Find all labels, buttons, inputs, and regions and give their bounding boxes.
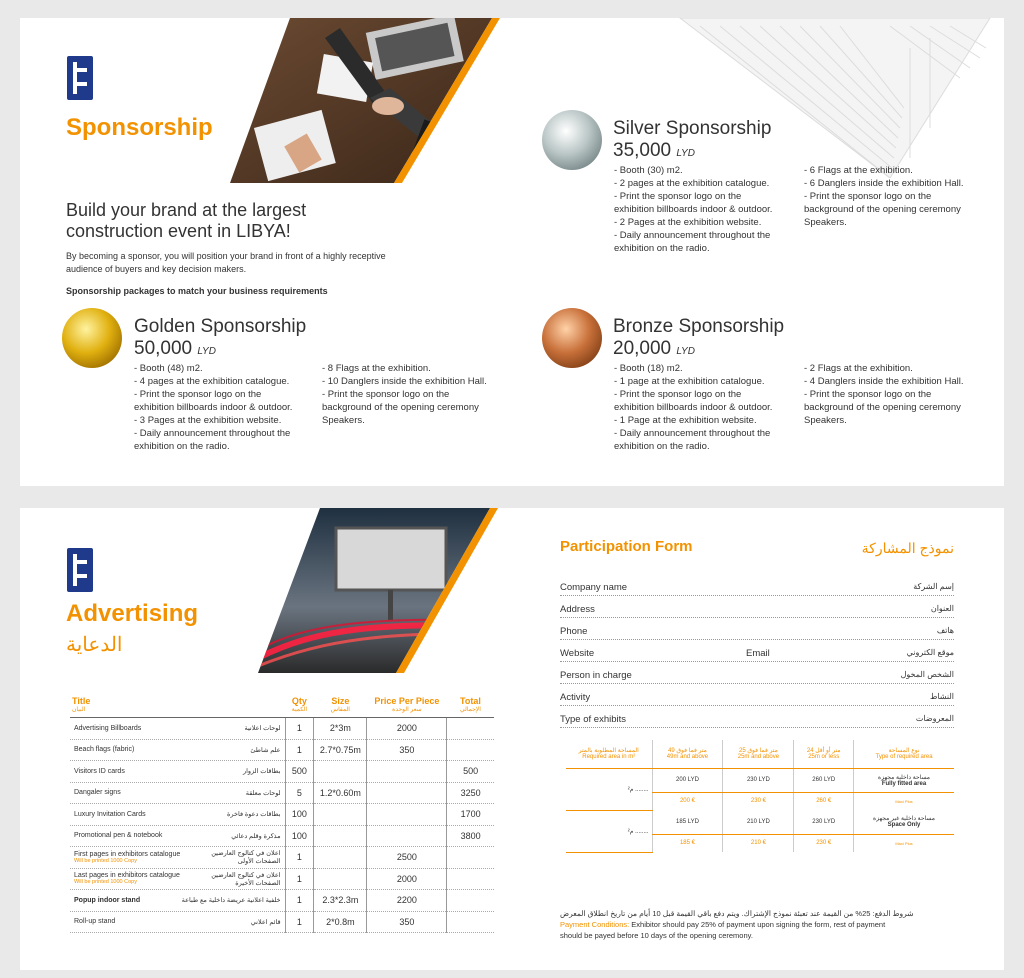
col-qty: [285, 694, 314, 718]
fitted-price-24: 260 LYD: [794, 768, 854, 792]
payment-conditions-ar: شروط الدفع: 25% من القيمة عند تعبئة نموذج الإشتراك. ويتم دفع باقي القيمة قبل 10 أيام من تاريخ انطلاق المعرض: [560, 909, 914, 918]
website-field[interactable]: [560, 646, 954, 662]
silver-benefits-col2: [804, 164, 994, 229]
space-price-25: 210 LYD: [723, 810, 794, 834]
table-row: [70, 847, 494, 869]
field-label-ar: العنوان: [930, 604, 954, 613]
row-title-en: [74, 872, 180, 885]
price-header-en: 25m or less: [808, 754, 840, 761]
benefit-item: - Daily announcement throughout the exhibition on the radio.: [134, 428, 291, 452]
row-title-en: Popup indoor stand: [74, 896, 141, 904]
benefit-item: - Print the sponsor logo on the exhibition billboards indoor & outdoor.: [614, 191, 773, 215]
row-qty: 1: [285, 868, 314, 890]
benefit-item: - 3 Pages at the exhibition website.: [134, 415, 282, 426]
row-qty: 100: [285, 804, 314, 826]
row-price: 2000: [367, 868, 447, 890]
table-row: [70, 804, 494, 826]
sponsorship-headline: [66, 200, 306, 242]
golden-price: [134, 338, 216, 360]
row-price: [367, 804, 447, 826]
col-price-label: Price Per Piece: [374, 696, 440, 706]
type-ar: مساحة داخلية غير مجهزة: [873, 816, 935, 823]
space-lyd-row: [566, 810, 954, 834]
row-price: [367, 825, 447, 847]
bronze-currency: LYD: [676, 346, 695, 357]
row-subnote: Will be printed 1000 Copy: [74, 857, 137, 864]
row-title-ar: بطاقات الزوار: [242, 768, 281, 776]
col-size: [314, 694, 367, 718]
sponsorship-page: [20, 18, 1004, 486]
row-total: [447, 739, 494, 761]
golden-price-value: 50,000: [134, 338, 193, 359]
form-title: Participation Form: [560, 538, 693, 555]
space-type: [854, 810, 954, 834]
row-title-en: Advertising Billboards: [74, 724, 142, 732]
intro-line-1: By becoming a sponsor, you will position your brand in front of a highly receptive: [66, 251, 386, 261]
col-total-ar: الإجمالي: [459, 707, 481, 713]
row-qty: 1: [285, 718, 314, 740]
benefit-item: - 8 Flags at the exhibition.: [322, 363, 431, 374]
booth-price-table: [566, 740, 954, 853]
price-header-ar: 49 متر فما فوق: [668, 748, 707, 755]
price-header-49: [652, 740, 723, 768]
benefit-item: - 6 Danglers inside the exhibition Hall.: [804, 178, 964, 189]
payment-conditions-line1: Exhibitor should pay 25% of payment upon signing the form, rest of payment: [629, 920, 886, 929]
price-header-en: Type of required area: [875, 754, 933, 761]
table-row: [70, 825, 494, 847]
advertising-title-ar: الدعاية: [66, 634, 123, 656]
row-title-ar: علم شاطئ: [250, 746, 281, 754]
price-header-ar: 25 متر فما فوق: [739, 748, 778, 755]
row-total: 3250: [447, 782, 494, 804]
benefit-item: - 6 Flags at the exhibition.: [804, 165, 913, 176]
brand-logo: [67, 56, 93, 100]
space-price-24: 230 LYD: [794, 810, 854, 834]
row-qty: 1: [285, 847, 314, 869]
intro-line-2: audience of buyers and key decision makers.: [66, 264, 247, 274]
silver-currency: LYD: [676, 148, 695, 159]
field-label-ar: المعروضات: [915, 714, 954, 723]
space-eur-25: 210 €: [723, 834, 794, 852]
m2-unit: م²: [627, 786, 634, 793]
fitted-price-49: 200 LYD: [652, 768, 723, 792]
row-total: [447, 868, 494, 890]
fitted-type: [854, 768, 954, 792]
bronze-medal-icon: [542, 308, 602, 368]
benefit-item: - 2 Flags at the exhibition.: [804, 363, 913, 374]
fitted-price-25: 230 LYD: [723, 768, 794, 792]
price-header-row: [566, 740, 954, 768]
sponsorship-intro: [66, 250, 386, 276]
row-title-ar: خلفية اعلانية عريضة داخلية مع طباعة: [181, 897, 281, 905]
benefit-item: - Daily announcement throughout the exhibition on the radio.: [614, 230, 771, 254]
row-title-ar: بطاقات دعوة فاخرة: [226, 811, 281, 819]
advertising-page: [20, 508, 1004, 970]
space-eur-24: 230 €: [794, 834, 854, 852]
silver-benefits-col1: [614, 164, 804, 255]
row-title-en: Roll-up stand: [74, 918, 116, 926]
price-header-ar: نوع المساحة: [888, 748, 920, 755]
bronze-benefits-col1: [614, 362, 804, 453]
row-total: 3800: [447, 825, 494, 847]
row-qty: 500: [285, 761, 314, 783]
golden-currency: LYD: [197, 346, 216, 357]
payment-conditions: [560, 908, 960, 941]
headline-line-1: Build your brand at the largest: [66, 200, 307, 220]
row-title: [70, 890, 285, 912]
table-row: [70, 739, 494, 761]
table-row: [70, 911, 494, 933]
row-title: [70, 739, 285, 761]
space-price-49: 185 LYD: [652, 810, 723, 834]
row-title-text: First pages in exhibitors catalogue: [74, 850, 181, 858]
col-qty-label: Qty: [291, 696, 307, 706]
field-label: Type of exhibits: [560, 714, 627, 725]
row-qty: 5: [285, 782, 314, 804]
benefit-item: - Print the sponsor logo on the exhibition billboards indoor & outdoor.: [614, 389, 773, 413]
col-total-label: Total: [460, 696, 481, 706]
benefit-item: - Booth (18) m2.: [614, 363, 683, 374]
row-title: [70, 718, 285, 740]
table-row: [70, 718, 494, 740]
payment-conditions-label: Payment Conditions:: [560, 920, 630, 929]
price-header-ar: المساحة المطلوبة بالمتر: [578, 748, 639, 755]
bronze-price-value: 20,000: [613, 338, 672, 359]
table-row: [70, 868, 494, 890]
field-label: Company name: [560, 582, 628, 593]
row-title-en: Dangaler signs: [74, 789, 121, 797]
row-total: [447, 911, 494, 933]
benefit-item: - Booth (48) m2.: [134, 363, 203, 374]
row-title: [70, 804, 285, 826]
row-title-ar: اعلان في كتالوج العارضين الصفحات الأخيرة: [211, 871, 281, 887]
benefit-item: - Print the sponsor logo on the exhibition billboards indoor & outdoor.: [134, 389, 293, 413]
price-header-area: [566, 740, 652, 768]
golden-benefits-col1: [134, 362, 324, 453]
benefit-item: - Print the sponsor logo on the background of the opening ceremony Speakers.: [804, 191, 961, 228]
price-header-24: [794, 740, 854, 768]
row-qty: 1: [285, 739, 314, 761]
silver-price-value: 35,000: [613, 140, 672, 161]
email-field-label: Email: [746, 648, 770, 659]
company-name-field[interactable]: [560, 580, 954, 596]
packages-heading: Sponsorship packages to match your business requirements: [66, 286, 328, 296]
row-total: [447, 847, 494, 869]
price-header-en: 49m and above: [666, 754, 709, 761]
fitted-eur-49: 200 €: [652, 792, 723, 810]
row-price: 350: [367, 739, 447, 761]
silver-price: [613, 140, 695, 162]
row-title: [70, 761, 285, 783]
row-size: 2*3m: [314, 718, 367, 740]
brand-logo: [67, 548, 93, 592]
golden-benefits-col2: [322, 362, 512, 427]
row-title: [70, 782, 285, 804]
row-price: 2500: [367, 847, 447, 869]
field-label: Activity: [560, 692, 591, 703]
form-title-ar: نموذج المشاركة: [861, 540, 954, 556]
golden-title: Golden Sponsorship: [134, 316, 307, 337]
benefit-item: - 4 Danglers inside the exhibition Hall.: [804, 376, 964, 387]
fitted-eur-25: 230 €: [723, 792, 794, 810]
type-of-exhibits-field[interactable]: [560, 712, 954, 728]
row-qty: 1: [285, 911, 314, 933]
row-title-en: Promotional pen & notebook: [74, 832, 163, 840]
row-size: 2.3*2.3m: [314, 890, 367, 912]
fitted-lyd-row: [566, 768, 954, 792]
payment-conditions-line2: should be payed before 10 days of the opening ceremony.: [560, 931, 753, 940]
benefit-item: - 10 Danglers inside the exhibition Hall.: [322, 376, 487, 387]
row-title-ar: مذكرة وقلم دعائي: [231, 832, 281, 840]
row-size: [314, 804, 367, 826]
row-title-en: [74, 851, 180, 864]
handshake-photo: [230, 18, 500, 183]
benefit-item: - 2 pages at the exhibition catalogue.: [614, 178, 770, 189]
price-header-type: [854, 740, 954, 768]
price-header-en: Required area in m²: [582, 754, 636, 761]
col-title-label: Title: [72, 696, 91, 706]
advertising-table: [70, 694, 494, 933]
headline-line-2: construction event in LIBYA!: [66, 221, 291, 241]
field-label-ar: إسم الشركة: [913, 582, 954, 591]
activity-field[interactable]: [560, 690, 954, 706]
field-label-ar: هاتف: [936, 626, 954, 635]
bronze-price: [613, 338, 695, 360]
row-title-ar: اعلان في كتالوج العارضين الصفحات الأولى: [211, 850, 281, 866]
type-ar: مساحة داخلية مجهزة: [878, 774, 931, 781]
bronze-title: Bronze Sponsorship: [613, 316, 785, 337]
building-graphic: [660, 18, 1004, 178]
row-subnote: Will be printed 1000 Copy: [74, 879, 137, 886]
bronze-benefits-col2: [804, 362, 994, 427]
price-header-ar: 24 متر أو أقل: [806, 748, 841, 755]
row-title-en: Visitors ID cards: [74, 767, 125, 775]
row-size: [314, 825, 367, 847]
field-label-ar: الشخص المخول: [900, 670, 954, 679]
row-size: [314, 847, 367, 869]
m2-unit: م²: [627, 828, 634, 835]
price-header-en: 25m and above: [737, 754, 780, 761]
row-price: [367, 782, 447, 804]
col-title: [70, 694, 285, 718]
space-sub: Maxi Plus: [854, 834, 954, 852]
silver-title: Silver Sponsorship: [613, 118, 772, 139]
benefit-item: - 1 Page at the exhibition website.: [614, 415, 757, 426]
field-label-ar: النشاط: [929, 692, 954, 701]
type-en: Fully fitted area: [881, 780, 927, 787]
row-title: [70, 868, 285, 890]
benefit-item: - Booth (30) m2.: [614, 165, 683, 176]
table-header-row: [70, 694, 494, 718]
row-price: 2200: [367, 890, 447, 912]
col-size-label: Size: [331, 696, 350, 706]
person-in-charge-field[interactable]: [560, 668, 954, 684]
row-total: [447, 718, 494, 740]
row-title-ar: لوحات اعلانية: [244, 725, 281, 733]
table-row: [70, 782, 494, 804]
benefit-item: - Daily announcement throughout the exhibition on the radio.: [614, 428, 771, 452]
row-title-text: Last pages in exhibitors catalogue: [74, 872, 180, 880]
fitted-area-input[interactable]: م² ........: [566, 768, 652, 810]
price-header-25: [723, 740, 794, 768]
col-price-ar: سعر الوحدة: [392, 707, 422, 713]
col-total: [447, 694, 494, 718]
row-size: 2*0.8m: [314, 911, 367, 933]
row-total: 500: [447, 761, 494, 783]
fitted-eur-24: 260 €: [794, 792, 854, 810]
row-total: 1700: [447, 804, 494, 826]
table-row: [70, 761, 494, 783]
row-title-en: Beach flags (fabric): [74, 746, 135, 754]
billboard-photo: [258, 508, 498, 673]
sponsorship-title: Sponsorship: [66, 114, 213, 141]
type-en: Space Only: [887, 822, 921, 829]
benefit-item: - 4 pages at the exhibition catalogue.: [134, 376, 290, 387]
benefit-item: - Print the sponsor logo on the background of the opening ceremony Speakers.: [322, 389, 479, 426]
phone-field[interactable]: [560, 624, 954, 640]
col-qty-ar: الكمية: [291, 707, 308, 713]
fitted-sub: Maxi Plus: [854, 792, 954, 810]
row-size: [314, 761, 367, 783]
table-row: [70, 890, 494, 912]
row-price: 2000: [367, 718, 447, 740]
advertising-title: Advertising: [66, 600, 199, 627]
address-field[interactable]: [560, 602, 954, 618]
row-qty: 100: [285, 825, 314, 847]
row-size: 2.7*0.75m: [314, 739, 367, 761]
field-label: Person in charge: [560, 670, 632, 681]
field-label: Website: [560, 648, 595, 659]
row-size: 1.2*0.60m: [314, 782, 367, 804]
silver-medal-icon: [542, 110, 602, 170]
row-qty: 1: [285, 890, 314, 912]
payment-conditions-en: [560, 919, 960, 930]
row-title: [70, 911, 285, 933]
row-total: [447, 890, 494, 912]
col-title-ar: البيان: [72, 707, 86, 713]
field-label: Phone: [560, 626, 588, 637]
col-size-ar: المقاس: [330, 707, 350, 713]
row-title: [70, 825, 285, 847]
benefit-item: - 2 Pages at the exhibition website.: [614, 217, 762, 228]
field-label: Address: [560, 604, 595, 615]
row-title: [70, 847, 285, 869]
benefit-item: - Print the sponsor logo on the background of the opening ceremony Speakers.: [804, 389, 961, 426]
row-price: 350: [367, 911, 447, 933]
space-area-input[interactable]: م² ........: [566, 810, 652, 852]
col-price: [367, 694, 447, 718]
row-title-ar: قائم اعلاني: [250, 918, 281, 926]
row-size: [314, 868, 367, 890]
row-title-ar: لوحات معلقة: [245, 789, 281, 797]
field-label-ar: موقع الكتروني: [906, 648, 954, 657]
benefit-item: - 1 page at the exhibition catalogue.: [614, 376, 765, 387]
row-title-en: Luxury Invitation Cards: [74, 810, 146, 818]
space-eur-49: 185 €: [652, 834, 723, 852]
gold-medal-icon: [62, 308, 122, 368]
row-price: [367, 761, 447, 783]
